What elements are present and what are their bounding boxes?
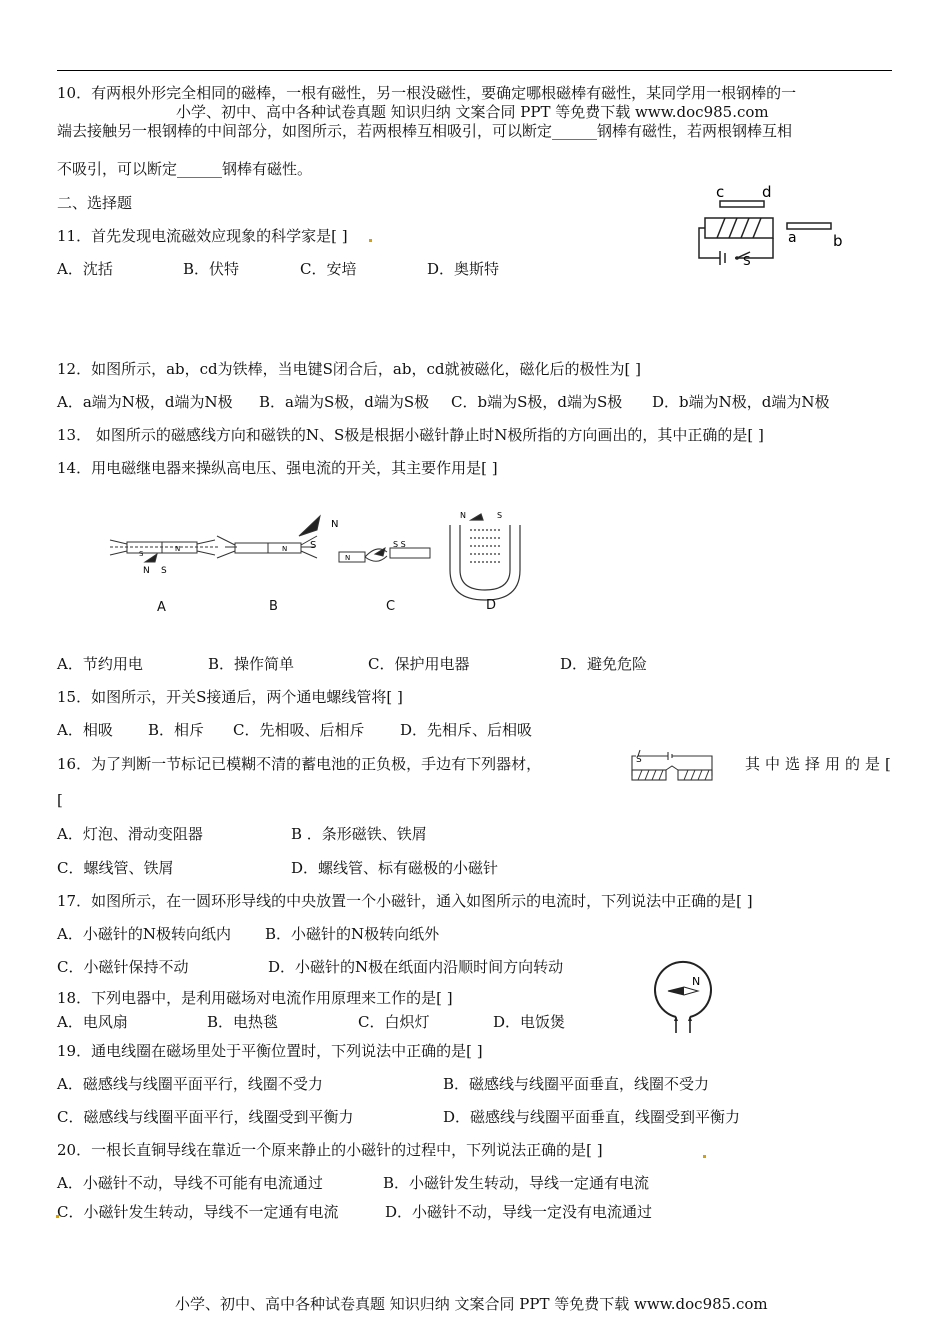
- figure-q12-solenoid: [695, 180, 855, 265]
- q18-option-b: B．电热毯: [207, 1013, 279, 1031]
- label-a: a: [788, 230, 797, 246]
- q15-option-d: D．先相斥、后相吸: [400, 721, 533, 739]
- q12-option-b: B．a端为S极，d端为S极: [259, 393, 430, 411]
- q17-option-a: A．小磁针的N极转向纸内: [57, 925, 231, 943]
- figure-option-a: [110, 540, 220, 562]
- figure-label-c: C: [386, 599, 396, 614]
- q18-option-a: A．电风扇: [57, 1013, 128, 1031]
- q18-option-d: D．电饭煲: [493, 1013, 566, 1031]
- pole-s-a: S: [161, 566, 167, 576]
- q11-stem: 11．首先发现电流磁效应现象的科学家是[ ]: [57, 227, 348, 245]
- q14-stem: 14．用电磁继电器来操纵高电压、强电流的开关，其主要作用是[ ]: [57, 459, 498, 477]
- q19-option-c: C．磁感线与线圈平面平行，线圈受到平衡力: [57, 1108, 354, 1126]
- label-b: b: [833, 232, 843, 250]
- svg-text:N: N: [282, 545, 288, 553]
- q19-option-d: D．磁感线与线圈平面垂直，线圈受到平衡力: [443, 1108, 741, 1126]
- figure-option-d: [450, 514, 520, 600]
- q14-option-c: C．保护用电器: [368, 655, 470, 673]
- q20-option-a: A．小磁针不动，导线不可能有电流通过: [57, 1174, 323, 1192]
- q20-option-c: C．小磁针发生转动，导线不一定通有电流: [57, 1203, 339, 1221]
- q16-stem-right: 其中选择用的是[: [745, 755, 896, 773]
- q13-stem: 13． 如图所示的磁感线方向和磁铁的N、S极是根据小磁针静止时N极所指的方向画出的，其中正确的是[ ]: [57, 426, 764, 444]
- q17-option-b: B．小磁针的N极转向纸外: [265, 925, 440, 943]
- label-d: d: [762, 183, 772, 201]
- q16-option-d: D．螺线管、标有磁极的小磁针: [291, 859, 499, 877]
- q17-stem: 17．如图所示，在一圆环形导线的中央放置一个小磁针，通入如图所示的电流时，下列说法中正确的是[ ]: [57, 892, 753, 910]
- q19-option-a: A．磁感线与线圈平面平行，线圈不受力: [57, 1075, 323, 1093]
- mark-dot: [703, 1155, 706, 1158]
- q20-option-d: D．小磁针不动，导线一定没有电流通过: [385, 1203, 653, 1221]
- q16-option-c: C．螺线管、铁屑: [57, 859, 174, 877]
- q11-option-a: A．沈括: [57, 260, 113, 278]
- svg-text:N: N: [345, 554, 351, 562]
- q20-stem: 20．一根长直铜导线在靠近一个原来静止的小磁针的过程中，下列说法正确的是[ ]: [57, 1141, 603, 1159]
- switch-label: S: [636, 755, 642, 765]
- q14-option-b: B．操作简单: [208, 655, 295, 673]
- figure-label-b: B: [269, 599, 278, 614]
- q17-option-c: C．小磁针保持不动: [57, 958, 189, 976]
- q14-option-a: A．节约用电: [57, 655, 143, 673]
- q19-option-b: B．磁感线与线圈平面垂直，线圈不受力: [443, 1075, 710, 1093]
- svg-text:S: S: [139, 550, 144, 558]
- q16-option-b: B ．条形磁铁、铁屑: [291, 825, 427, 843]
- q12-option-a: A．a端为N极，d端为N极: [57, 393, 233, 411]
- q16-option-a: A．灯泡、滑动变阻器: [57, 825, 203, 843]
- pole-n-d: N: [460, 511, 466, 520]
- q18-stem: 18．下列电器中，是利用磁场对电流作用原理来工作的是[ ]: [57, 989, 453, 1007]
- figure-q17-ring: [648, 955, 718, 1035]
- top-rule: [57, 70, 892, 71]
- q10-line2: 端去接触另一根钢棒的中间部分，如图所示，若两根棒互相吸引，可以断定______钢棒有磁性，若两根钢棒互相: [57, 122, 793, 140]
- q12-option-c: C．b端为S极，d端为S极: [451, 393, 623, 411]
- q16-stem: 16．为了判断一节标记已模糊不清的蓄电池的正负极，手边有下列器材，: [57, 755, 542, 773]
- q19-stem: 19．通电线圈在磁场里处于平衡位置时，下列说法中正确的是[ ]: [57, 1042, 483, 1060]
- figure-label-a: A: [157, 600, 166, 615]
- label-s: S: [743, 254, 751, 265]
- figure-q15-solenoids: [628, 748, 716, 784]
- figure-label-d: D: [486, 598, 497, 613]
- q11-option-c: C．安培: [300, 260, 357, 278]
- mark-dot: [369, 239, 372, 242]
- pole-s-d: S: [497, 511, 503, 520]
- figure-option-b: [217, 516, 320, 558]
- pole-n-b: N: [331, 519, 339, 530]
- q15-stem: 15．如图所示，开关S接通后，两个通电螺线管将[ ]: [57, 688, 403, 706]
- pole-n-a: N: [143, 566, 150, 576]
- q20-option-b: B．小磁针发生转动，导线一定通有电流: [383, 1174, 650, 1192]
- q10-line1: 10．有两根外形完全相同的磁棒，一根有磁性，另一根没磁性，要确定哪根磁棒有磁性，某同学用一根钢棒的一: [57, 84, 797, 102]
- q12-stem: 12．如图所示，ab，cd为铁棒，当电键S闭合后，ab，cd就被磁化，磁化后的极性为[ ]: [57, 360, 641, 378]
- section-heading: 二、选择题: [57, 194, 133, 212]
- q15-option-b: B．相斥: [148, 721, 205, 739]
- pole-n-label: N: [692, 975, 701, 988]
- svg-text:S S: S S: [393, 540, 406, 549]
- pole-s-b: S: [310, 540, 317, 551]
- svg-text:N: N: [175, 545, 181, 553]
- q10-line3: 不吸引，可以断定______钢棒有磁性。: [57, 160, 313, 178]
- q15-option-c: C．先相吸、后相斥: [233, 721, 365, 739]
- label-c: c: [716, 183, 725, 201]
- watermark-header: 小学、初中、高中各种试卷真题 知识归纳 文案合同 PPT 等免费下载 www.doc985.com: [176, 103, 769, 121]
- q18-option-c: C．白炽灯: [358, 1013, 430, 1031]
- q16-stem-cont: [: [57, 791, 63, 809]
- q15-option-a: A．相吸: [57, 721, 113, 739]
- q11-option-d: D．奥斯特: [427, 260, 500, 278]
- figure-q13-magnets: [105, 500, 540, 625]
- q11-option-b: B．伏特: [183, 260, 240, 278]
- q14-option-d: D．避免危险: [560, 655, 648, 673]
- q17-option-d: D．小磁针的N极在纸面内沿顺时间方向转动: [268, 958, 564, 976]
- figure-option-c: [339, 548, 430, 562]
- footer-watermark: 小学、初中、高中各种试卷真题 知识归纳 文案合同 PPT 等免费下载 www.doc985.com: [175, 1295, 768, 1313]
- q12-option-d: D．b端为N极，d端为N极: [652, 393, 830, 411]
